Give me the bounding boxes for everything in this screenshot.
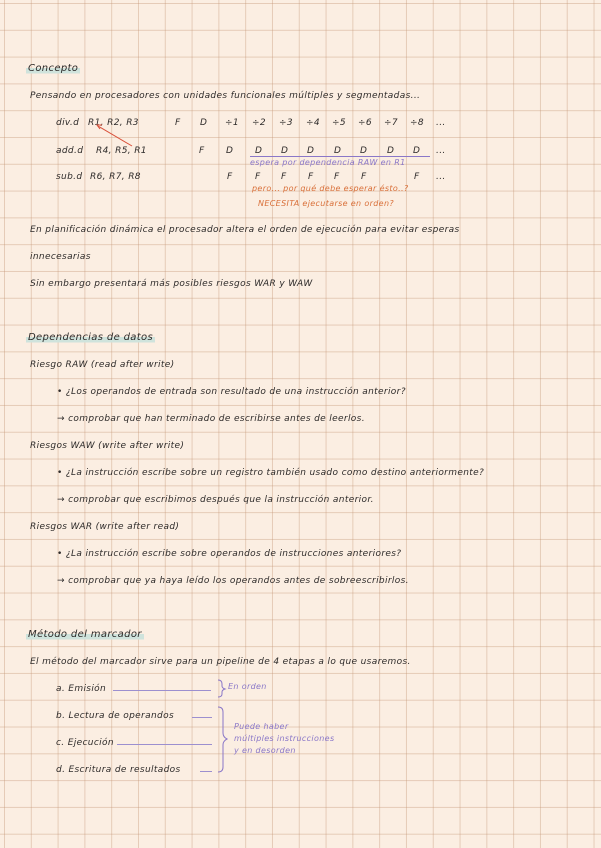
instr-regs: R6, R7, R8: [90, 172, 141, 182]
note-wait: espera por dependencia RAW en R1: [250, 158, 406, 167]
section-heading-marcador: Método del marcador: [28, 629, 142, 640]
stage-cell: D: [307, 146, 315, 156]
waw-title: Riesgos WAW (write after write): [30, 441, 185, 451]
stage-cell: F: [255, 172, 261, 182]
brace-label-line: múltiples instrucciones: [234, 734, 335, 743]
stage-cell: D: [255, 146, 263, 156]
stage-cell: F: [334, 172, 340, 182]
stage-cell: D: [413, 146, 421, 156]
stage-cell: F: [227, 172, 233, 182]
war-answer-text: comprobar que ya haya leído los operandos antes de sobreescribirlos.: [68, 576, 409, 586]
arrow-right-icon: →: [57, 576, 65, 586]
waw-answer-text: comprobar que escribimos después que la instrucción anterior.: [68, 495, 374, 505]
brace-label-orden: En orden: [228, 682, 267, 691]
stage-cell: D: [281, 146, 289, 156]
stage-cell: F: [281, 172, 287, 182]
war-question-text: ¿La instrucción escribe sobre operandos de instrucciones anteriores?: [65, 549, 402, 559]
stage-cell: D: [226, 146, 234, 156]
stage-cell: ÷7: [384, 118, 398, 128]
stage-cell: ...: [436, 172, 446, 182]
marcador-intro: El método del marcador sirve para un pipeline de 4 etapas a lo que usaremos.: [30, 657, 411, 667]
stage-cell: ÷6: [358, 118, 372, 128]
instr-op: sub.d: [56, 172, 83, 182]
section-heading-concepto: Concepto: [28, 63, 79, 74]
stage-cell: F: [414, 172, 420, 182]
step-item: b. Lectura de operandos: [56, 711, 174, 721]
raw-answer-text: comprobar que han terminado de escribirse antes de leerlos.: [68, 414, 365, 424]
stage-cell: ÷8: [410, 118, 424, 128]
concepto-p1-cont: innecesarias: [30, 252, 91, 262]
bullet-icon: •: [57, 549, 63, 559]
stage-cell: ÷3: [279, 118, 293, 128]
stage-cell: F: [308, 172, 314, 182]
war-title: Riesgos WAR (write after read): [30, 522, 180, 532]
step-item: a. Emisión: [56, 684, 107, 694]
step-item: d. Escritura de resultados: [56, 765, 181, 775]
arrow-right-icon: →: [57, 414, 65, 424]
concepto-p2: Sin embargo presentará más posibles riesgos WAR y WAW: [30, 279, 313, 289]
stage-cell: ...: [436, 146, 446, 156]
section-heading-dependencias: Dependencias de datos: [28, 332, 154, 343]
bullet-icon: •: [57, 387, 63, 397]
instr-op: add.d: [56, 146, 84, 156]
concepto-p1: En planificación dinámica el procesador altera el orden de ejecución para evitar esperas: [30, 225, 460, 235]
stage-cell: ...: [436, 118, 446, 128]
stage-cell: D: [360, 146, 368, 156]
note-question-1: pero... por qué debe esperar ésto..?: [252, 184, 409, 193]
instr-regs-text: R1, R2, R3: [88, 118, 139, 128]
stage-cell: ÷5: [332, 118, 346, 128]
step-item: c. Ejecución: [56, 738, 114, 748]
brace-label-line: Puede haber: [234, 722, 289, 731]
stage-cell: D: [334, 146, 342, 156]
bullet-icon: •: [57, 468, 63, 478]
raw-title: Riesgo RAW (read after write): [30, 360, 175, 370]
instr-op: div.d: [56, 118, 80, 128]
stage-cell: D: [387, 146, 395, 156]
brace-label-line: y en desorden: [234, 746, 296, 755]
stage-cell: F: [361, 172, 367, 182]
raw-question-text: ¿Los operandos de entrada son resultado de una instrucción anterior?: [65, 387, 406, 397]
stage-cell: ÷1: [225, 118, 239, 128]
arrow-right-icon: →: [57, 495, 65, 505]
concepto-intro: Pensando en procesadores con unidades funcionales múltiples y segmentadas...: [30, 91, 421, 101]
stage-cell: ÷2: [252, 118, 266, 128]
instr-regs: R4, R5, R1: [96, 146, 147, 156]
stage-cell: D: [200, 118, 208, 128]
stage-cell: F: [175, 118, 181, 128]
stage-cell: F: [199, 146, 205, 156]
waw-question-text: ¿La instrucción escribe sobre un registro también usado como destino anteriormente?: [65, 468, 485, 478]
stage-cell: ÷4: [306, 118, 320, 128]
note-question-2: NECESITA ejecutarse en orden?: [258, 199, 394, 208]
